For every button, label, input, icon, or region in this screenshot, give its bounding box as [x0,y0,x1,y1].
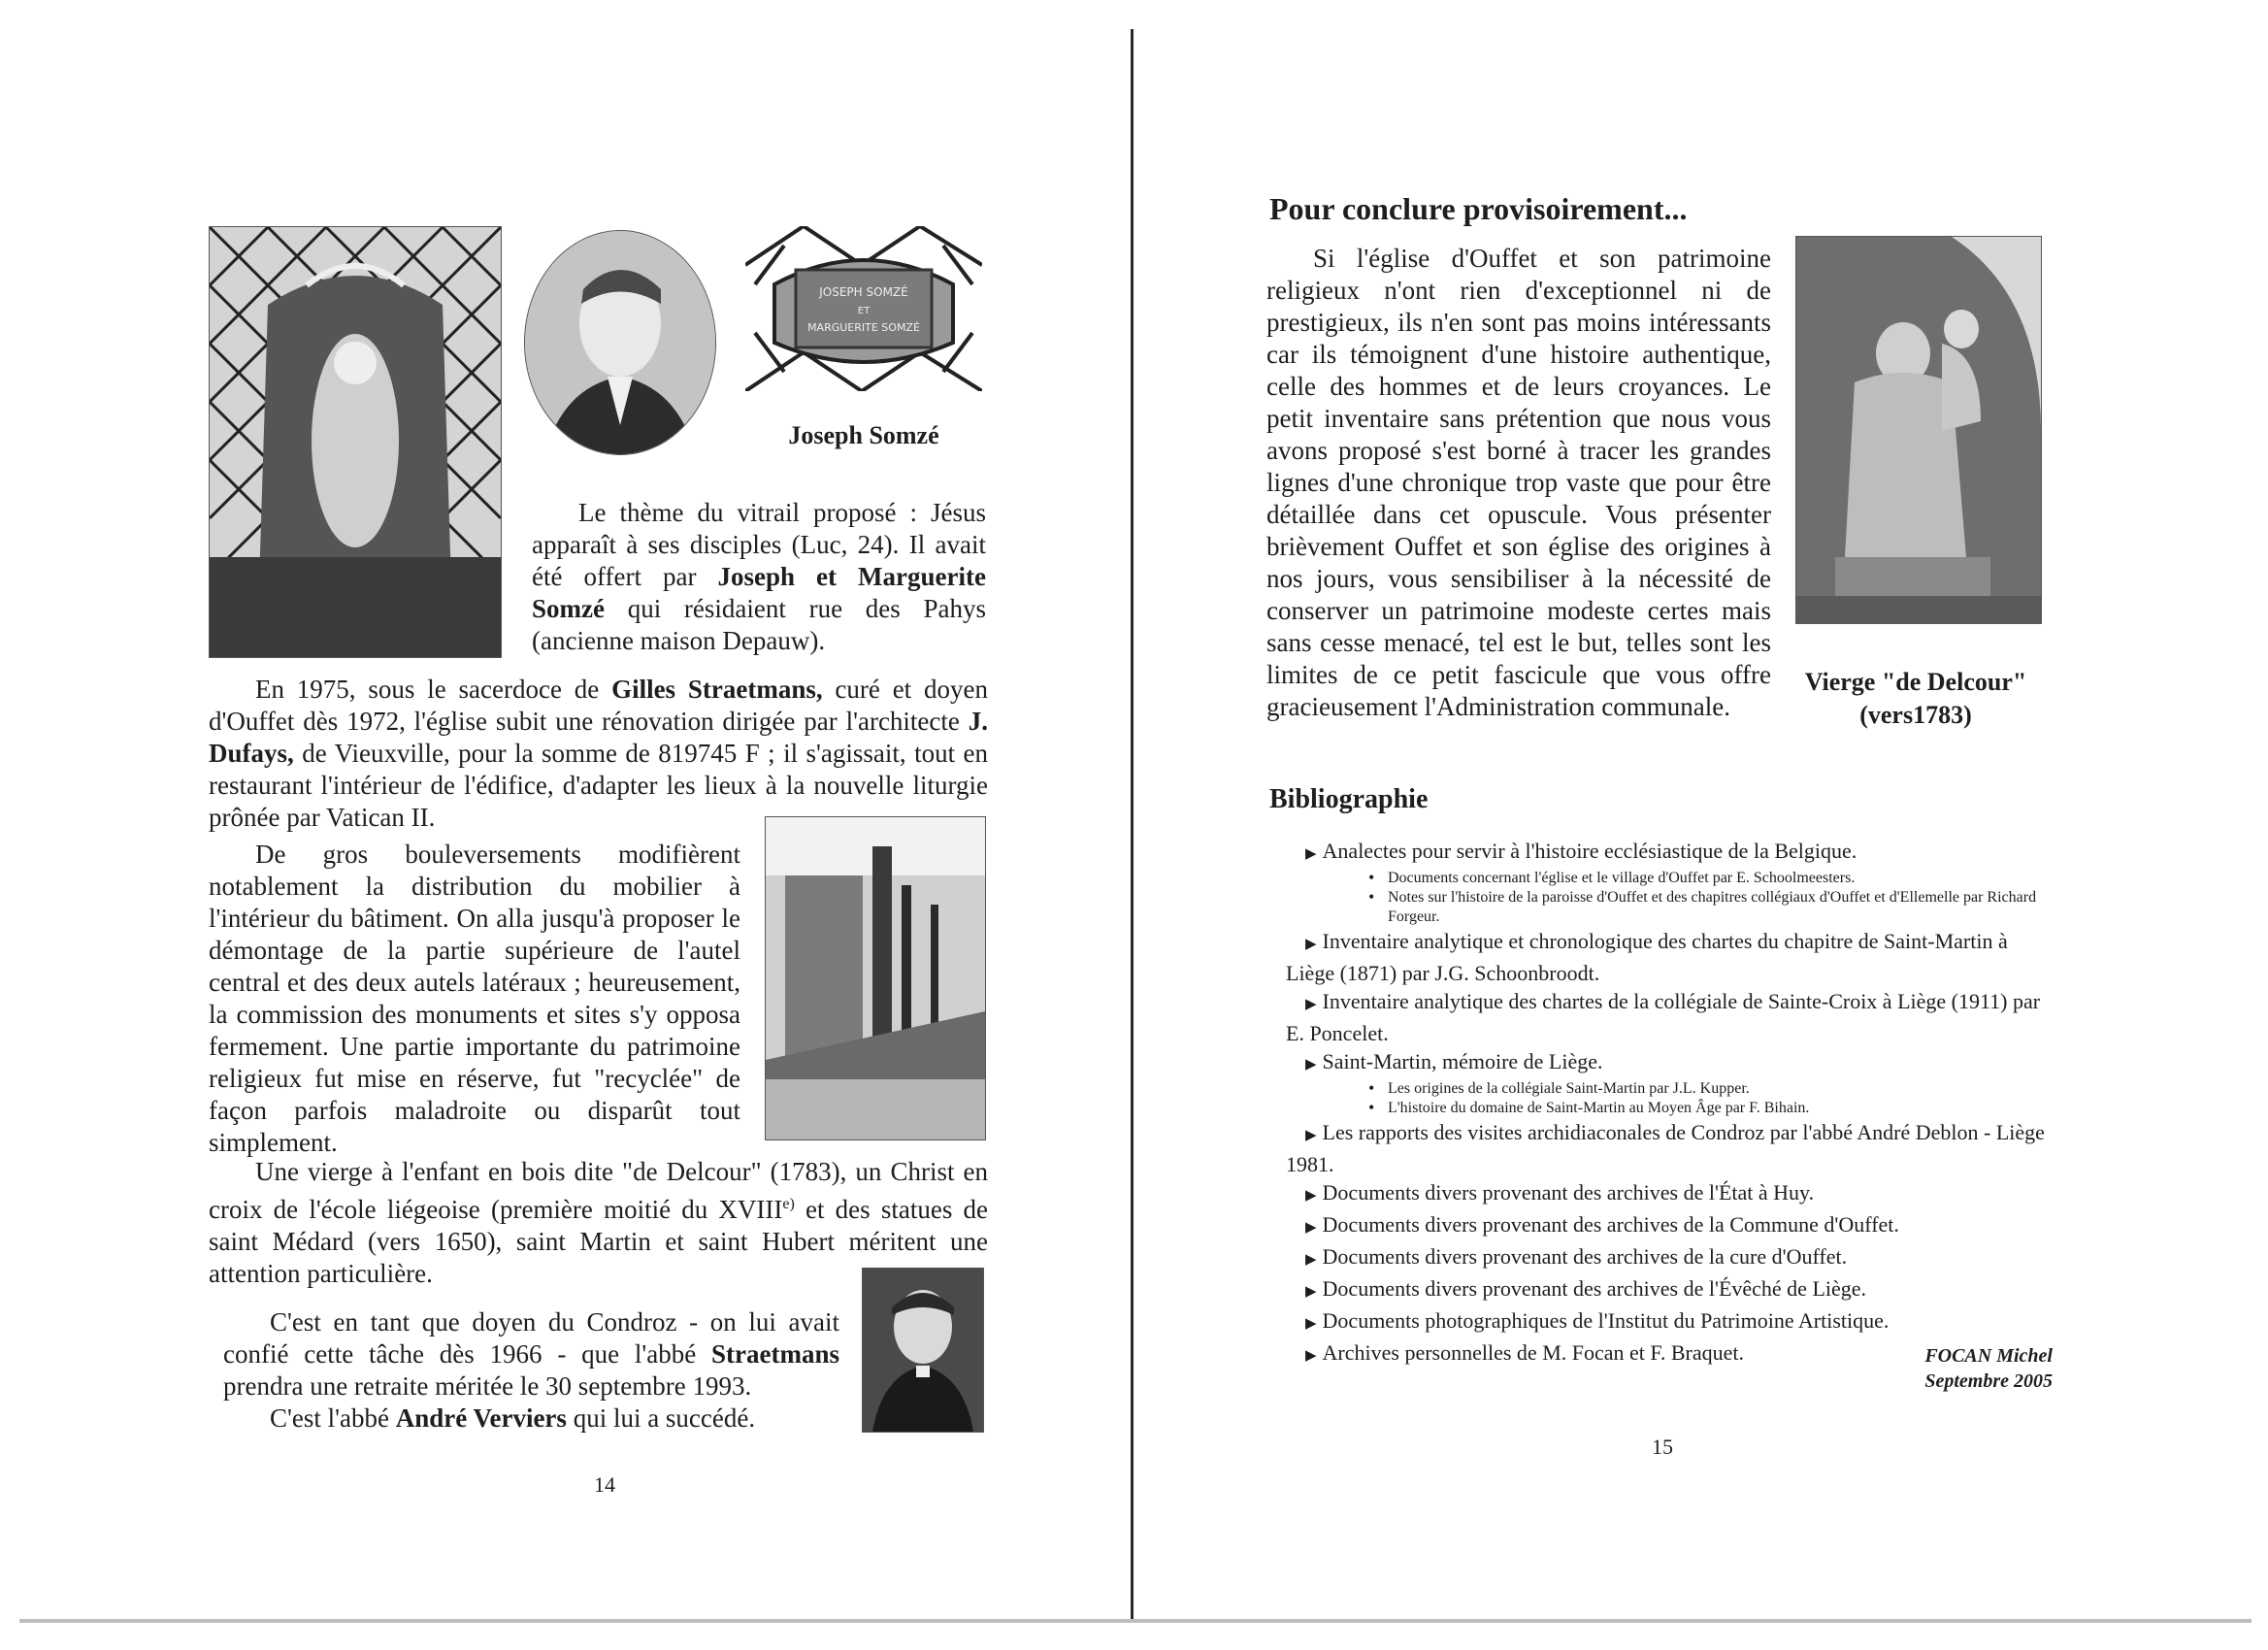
text-run: En 1975, sous le sacerdoce de [255,675,612,704]
emphasized-name: André Verviers [395,1403,567,1433]
text-run: de Vieuxville, pour la somme de 819745 F ; il s'agissait, tout en restaurant l'intérieur de l'édifice, d'adapter les lieux à la nouvelle liturgie prônée par Vatican II. [209,739,988,832]
conclusion-text: Si l'église d'Ouffet et son patrimoine religieux n'ont rien d'exceptionnel ni de prestigieux, ils n'en sont pas moins intéressants car ils témoignent d'une histoire authentique, celle des hommes et de leurs croyances. Le petit inventaire sans prétention que nous vous avons proposé s'est borné à tracer les grandes lignes d'une chronique trop vaste que pour être détaillée dans cet opuscule. Vous présenter brièvement Ouffet et son église des origines à nos jours, vous sensibiliser à la nécessité de conserver un patrimoine modeste certes mais sans cesse menacé, tel est le but, telles sont les limites de ce petit fascicule que vous offre gracieusement l'Administration communale. [1266,244,1771,721]
bibliography-item: ▶ Documents photographiques de l'Institut du Patrimoine Artistique. [1305,1308,1890,1333]
upheaval-paragraph [209,839,740,1159]
bibliography-subitem: • L'histoire du domaine de Saint-Martin au Moyen Âge par F. Bihain. [1368,1099,2053,1118]
church-interior-photo [765,816,986,1140]
page-number-right: 15 [1652,1435,1673,1459]
bullet-arrow-icon: ▶ [1305,937,1317,952]
renovation-paragraph [209,674,988,834]
author-name: FOCAN Michel [1924,1345,2053,1367]
text-run: prendra une retraite méritée le 30 septembre 1993. [223,1371,752,1401]
bibliography-list [1286,837,2053,1370]
text-run: curé et doyen d'Ouffet dès 1972, l'église subit une rénovation dirigée par l'architecte [209,675,988,736]
bibliography-subitem: • Les origines de la collégiale Saint-Martin par J.L. Kupper. [1368,1079,2053,1099]
joseph-somze-portrait-image [524,230,716,455]
dean-paragraph [223,1306,839,1435]
bullet-arrow-icon: ▶ [1305,1348,1317,1364]
bibliography-item: ▶ Documents divers provenant des archives de l'Évêché de Liège. [1305,1276,1867,1301]
plaque-line-2: ET [857,306,871,316]
vierge-delcour-statue-image [1795,236,2042,624]
bibliography-item: ▶ Saint-Martin, mémoire de Liège. [1305,1049,1603,1073]
emphasized-name: Gilles Straetmans, [611,675,823,704]
author-date: Septembre 2005 [1924,1370,2053,1392]
conclusion-heading: Pour conclure provisoirement... [1269,191,1688,226]
bullet-arrow-icon: ▶ [1305,1316,1317,1332]
stained-glass-window-image [209,226,502,658]
bullet-arrow-icon: ▶ [1305,1188,1317,1204]
successor-text [223,1402,839,1435]
bibliography-item: ▶ Documents divers provenant des archives de la cure d'Ouffet. [1305,1244,1848,1269]
plaque-line-3: MARGUERITE SOMZÉ [807,321,920,334]
bibliography-item: ▶ Les rapports des visites archidiaconales de Condroz par l'abbé André Deblon - Liège 1981. [1286,1120,2045,1176]
emphasized-name: Joseph et Marguerite Somzé [532,562,986,623]
renovation-text [209,674,988,834]
bullet-arrow-icon: ▶ [1305,1284,1317,1300]
bibliography-item: ▶ Documents divers provenant des archives de l'État à Huy. [1305,1180,1815,1204]
joseph-somze-caption: Joseph Somzé [788,421,939,449]
author-signature [1924,1343,2053,1394]
stained-glass-paragraph [532,497,986,657]
page-bottom-edge [19,1619,2252,1623]
text-run: qui lui a succédé. [566,1403,756,1433]
emphasized-name: J. Dufays, [209,707,988,768]
text-run: C'est en tant que doyen du Condroz - on lui avait confié cette tâche dès 1966 - que l'abbé [223,1307,839,1369]
bibliography-subitem: • Notes sur l'histoire de la paroisse d'Ouffet et des chapitres collégiaux d'Ouffet et d'Ellemelle par Richard Forgeur. [1368,888,2053,927]
vierge-caption [1789,666,2043,732]
book-gutter [1131,29,1134,1621]
dean-text [223,1306,839,1402]
bullet-arrow-icon: ▶ [1305,1252,1317,1268]
bibliography-item: ▶ Archives personnelles de M. Focan et F. Braquet. [1305,1340,1745,1365]
conclusion-paragraph [1266,243,1771,723]
bibliography-heading: Bibliographie [1269,784,1429,814]
statues-text-b: et des statues de saint Médard (vers 1650), saint Martin et saint Hubert méritent une attention particulière. [209,1195,988,1288]
stained-glass-text [532,497,986,657]
bullet-arrow-icon: ▶ [1305,1057,1317,1072]
bibliography-item: ▶ Documents divers provenant des archives de la Commune d'Ouffet. [1305,1212,1899,1237]
bullet-arrow-icon: ▶ [1305,1220,1317,1236]
page-number-left: 14 [594,1472,615,1497]
bibliography-item: ▶ Inventaire analytique des chartes de la collégiale de Sainte-Croix à Liège (1911) par E. Poncelet. [1286,989,2041,1045]
text-run: C'est l'abbé [270,1403,396,1433]
bullet-arrow-icon: ▶ [1305,846,1317,862]
abbe-straetmans-portrait-image [862,1268,984,1433]
bibliography-item: ▶ Analectes pour servir à l'histoire ecclésiastique de la Belgique. [1305,839,1857,863]
upheaval-text: De gros bouleversements modifièrent notablement la distribution du mobilier à l'intérieur du bâtiment. On alla jusqu'à proposer le démontage de la partie supérieure de l'autel central et des deux autels latéraux ; heureusement, la commission des monuments et sites s'y opposa fermement. Une partie importante du patrimoine religieux fut mise en réserve, fut "recyclée" de façon parfois maladroite ou disparût tout simplement. [209,840,740,1157]
bullet-arrow-icon: ▶ [1305,1128,1317,1143]
memorial-plaque-image [745,226,982,391]
plaque-line-1: JOSEPH SOMZÉ [819,285,908,299]
emphasized-name: Straetmans [711,1339,839,1369]
vierge-caption-title: Vierge "de Delcour" [1804,668,2027,696]
statues-text-a: Une vierge à l'enfant en bois dite "de Delcour" (1783), un Christ en croix de l'école liégeoise (première moitié du XVIII [209,1157,988,1224]
vierge-caption-date: (vers1783) [1859,701,1972,729]
text-run: qui résidaient rue des Pahys (ancienne maison Depauw). [532,594,986,655]
bibliography-item: ▶ Inventaire analytique et chronologique des chartes du chapitre de Saint-Martin à Liège (1871) par J.G. Schoonbroodt. [1286,929,2008,985]
bibliography-subitem: • Documents concernant l'église et le village d'Ouffet par E. Schoolmeesters. [1368,869,2053,888]
statues-text-sup: e) [782,1196,795,1212]
bullet-arrow-icon: ▶ [1305,997,1317,1012]
text-run: Le thème du vitrail proposé : Jésus apparaît à ses disciples (Luc, 24). Il avait été offert par [532,498,986,591]
